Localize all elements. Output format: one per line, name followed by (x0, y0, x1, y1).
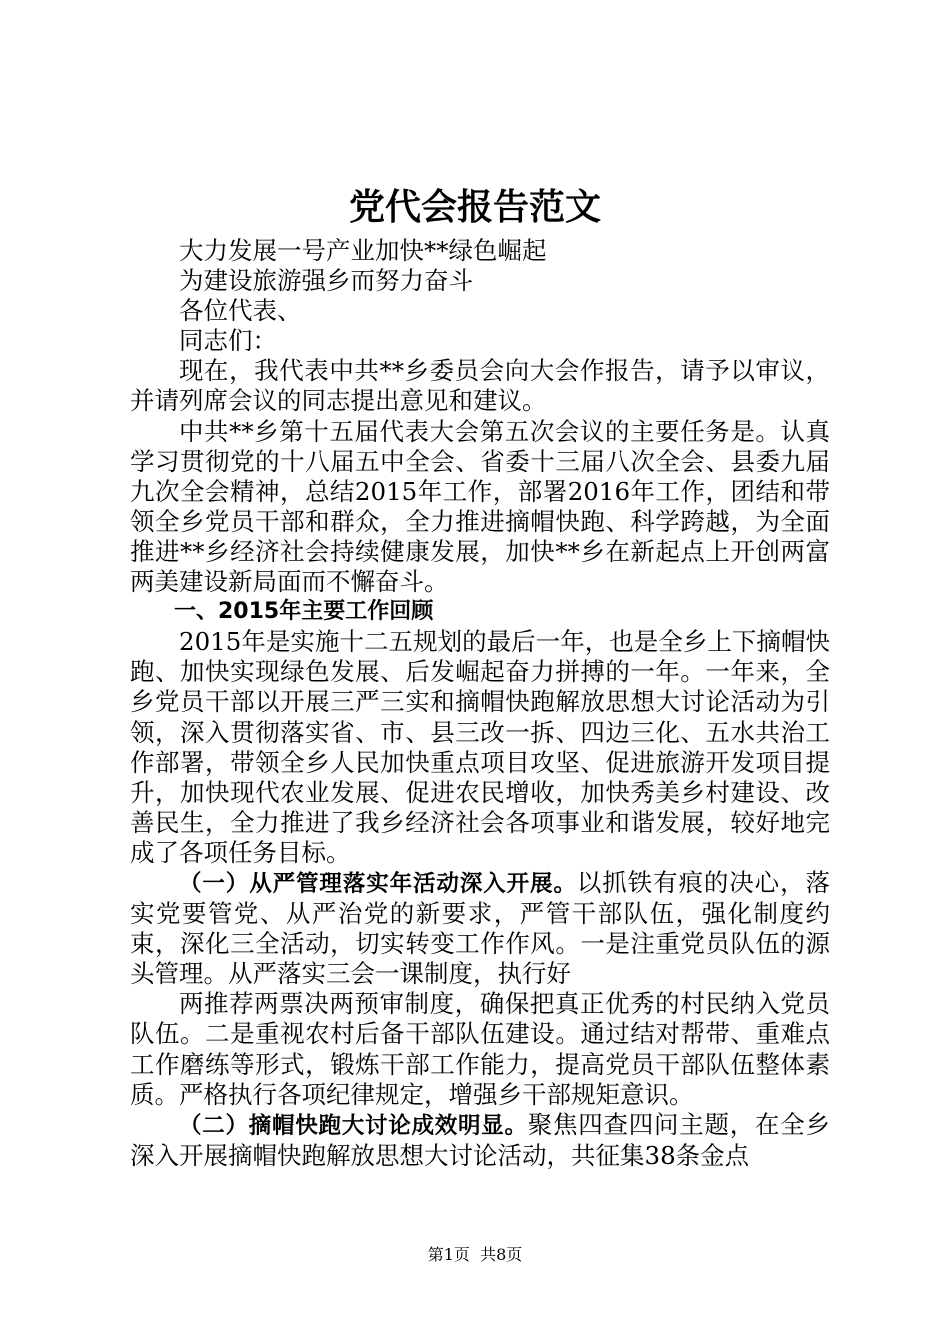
paragraph-item-1 (130, 868, 830, 989)
paragraph-intro: 现在，我代表中共**乡委员会向大会作报告，请予以审议，并请列席会议的同志提出意见和建议。 (130, 356, 830, 416)
salutation-line-1: 各位代表、 (179, 296, 302, 326)
salutation-line-2: 同志们： (179, 326, 277, 356)
page-footer (0, 1244, 950, 1266)
page-number-current: 第1页 (427, 1245, 470, 1264)
item-1-text: 以抓铁有痕的决心，落实党要管党、从严治党的新要求，严管干部队伍，强化制度约束，深化三全活动，切实转变工作作风。一是注重党员队伍的源头管理。从严落实三会一课制度，执行好 (130, 867, 830, 989)
document-body (130, 236, 830, 1171)
section-heading-1: 一、2015年主要工作回顾 (174, 599, 434, 625)
subtitle-line-1: 大力发展一号产业加快**绿色崛起 (179, 236, 547, 265)
paragraph-tasks: 中共**乡第十五届代表大会第五次会议的主要任务是。认真学习贯彻党的十八届五中全会、省委十三届八次全会、县委九届九次全会精神，总结2015年工作，部署2016年工作，团结和带领全乡党员干部和群众，全力推进摘帽快跑、科学跨越，为全面推进**乡经济社会持续健康发展，加快**乡在新起点上开创两富两美建设新局面而不懈奋斗。 (130, 416, 830, 597)
paragraph-item-2 (130, 1110, 830, 1171)
item-1-lead: （一）从严管理落实年活动深入开展。 (179, 870, 577, 897)
item-2-text: 聚焦四查四问主题，在全乡深入开展摘帽快跑解放思想大讨论活动，共征集38条金点 (130, 1109, 830, 1170)
paragraph-item-1-continued: 两推荐两票决两预审制度，确保把真正优秀的村民纳入党员队伍。二是重视农村后备干部队伍建设。通过结对帮带、重难点工作磨练等形式，锻炼干部工作能力，提高党员干部队伍整体素质。严格执行各项纪律规定，增强乡干部规矩意识。 (130, 989, 830, 1109)
document-title: 党代会报告范文 (348, 187, 601, 228)
item-2-lead: （二）摘帽快跑大讨论成效明显。 (179, 1112, 528, 1139)
subtitle-line-2: 为建设旅游强乡而努力奋斗 (179, 266, 473, 296)
paragraph-review: 2015年是实施十二五规划的最后一年，也是全乡上下摘帽快跑、加快实现绿色发展、后发崛起奋力拼搏的一年。一年来，全乡党员干部以开展三严三实和摘帽快跑解放思想大讨论活动为引领，深入贯彻落实省、市、县三改一拆、四边三化、五水共治工作部署，带领全乡人民加快重点项目攻坚、促进旅游开发项目提升，加快现代农业发展、促进农民增收，加快秀美乡村建设、改善民生，全力推进了我乡经济社会各项事业和谐发展，较好地完成了各项任务目标。 (130, 627, 830, 867)
page-number-total: 共8页 (480, 1245, 523, 1264)
